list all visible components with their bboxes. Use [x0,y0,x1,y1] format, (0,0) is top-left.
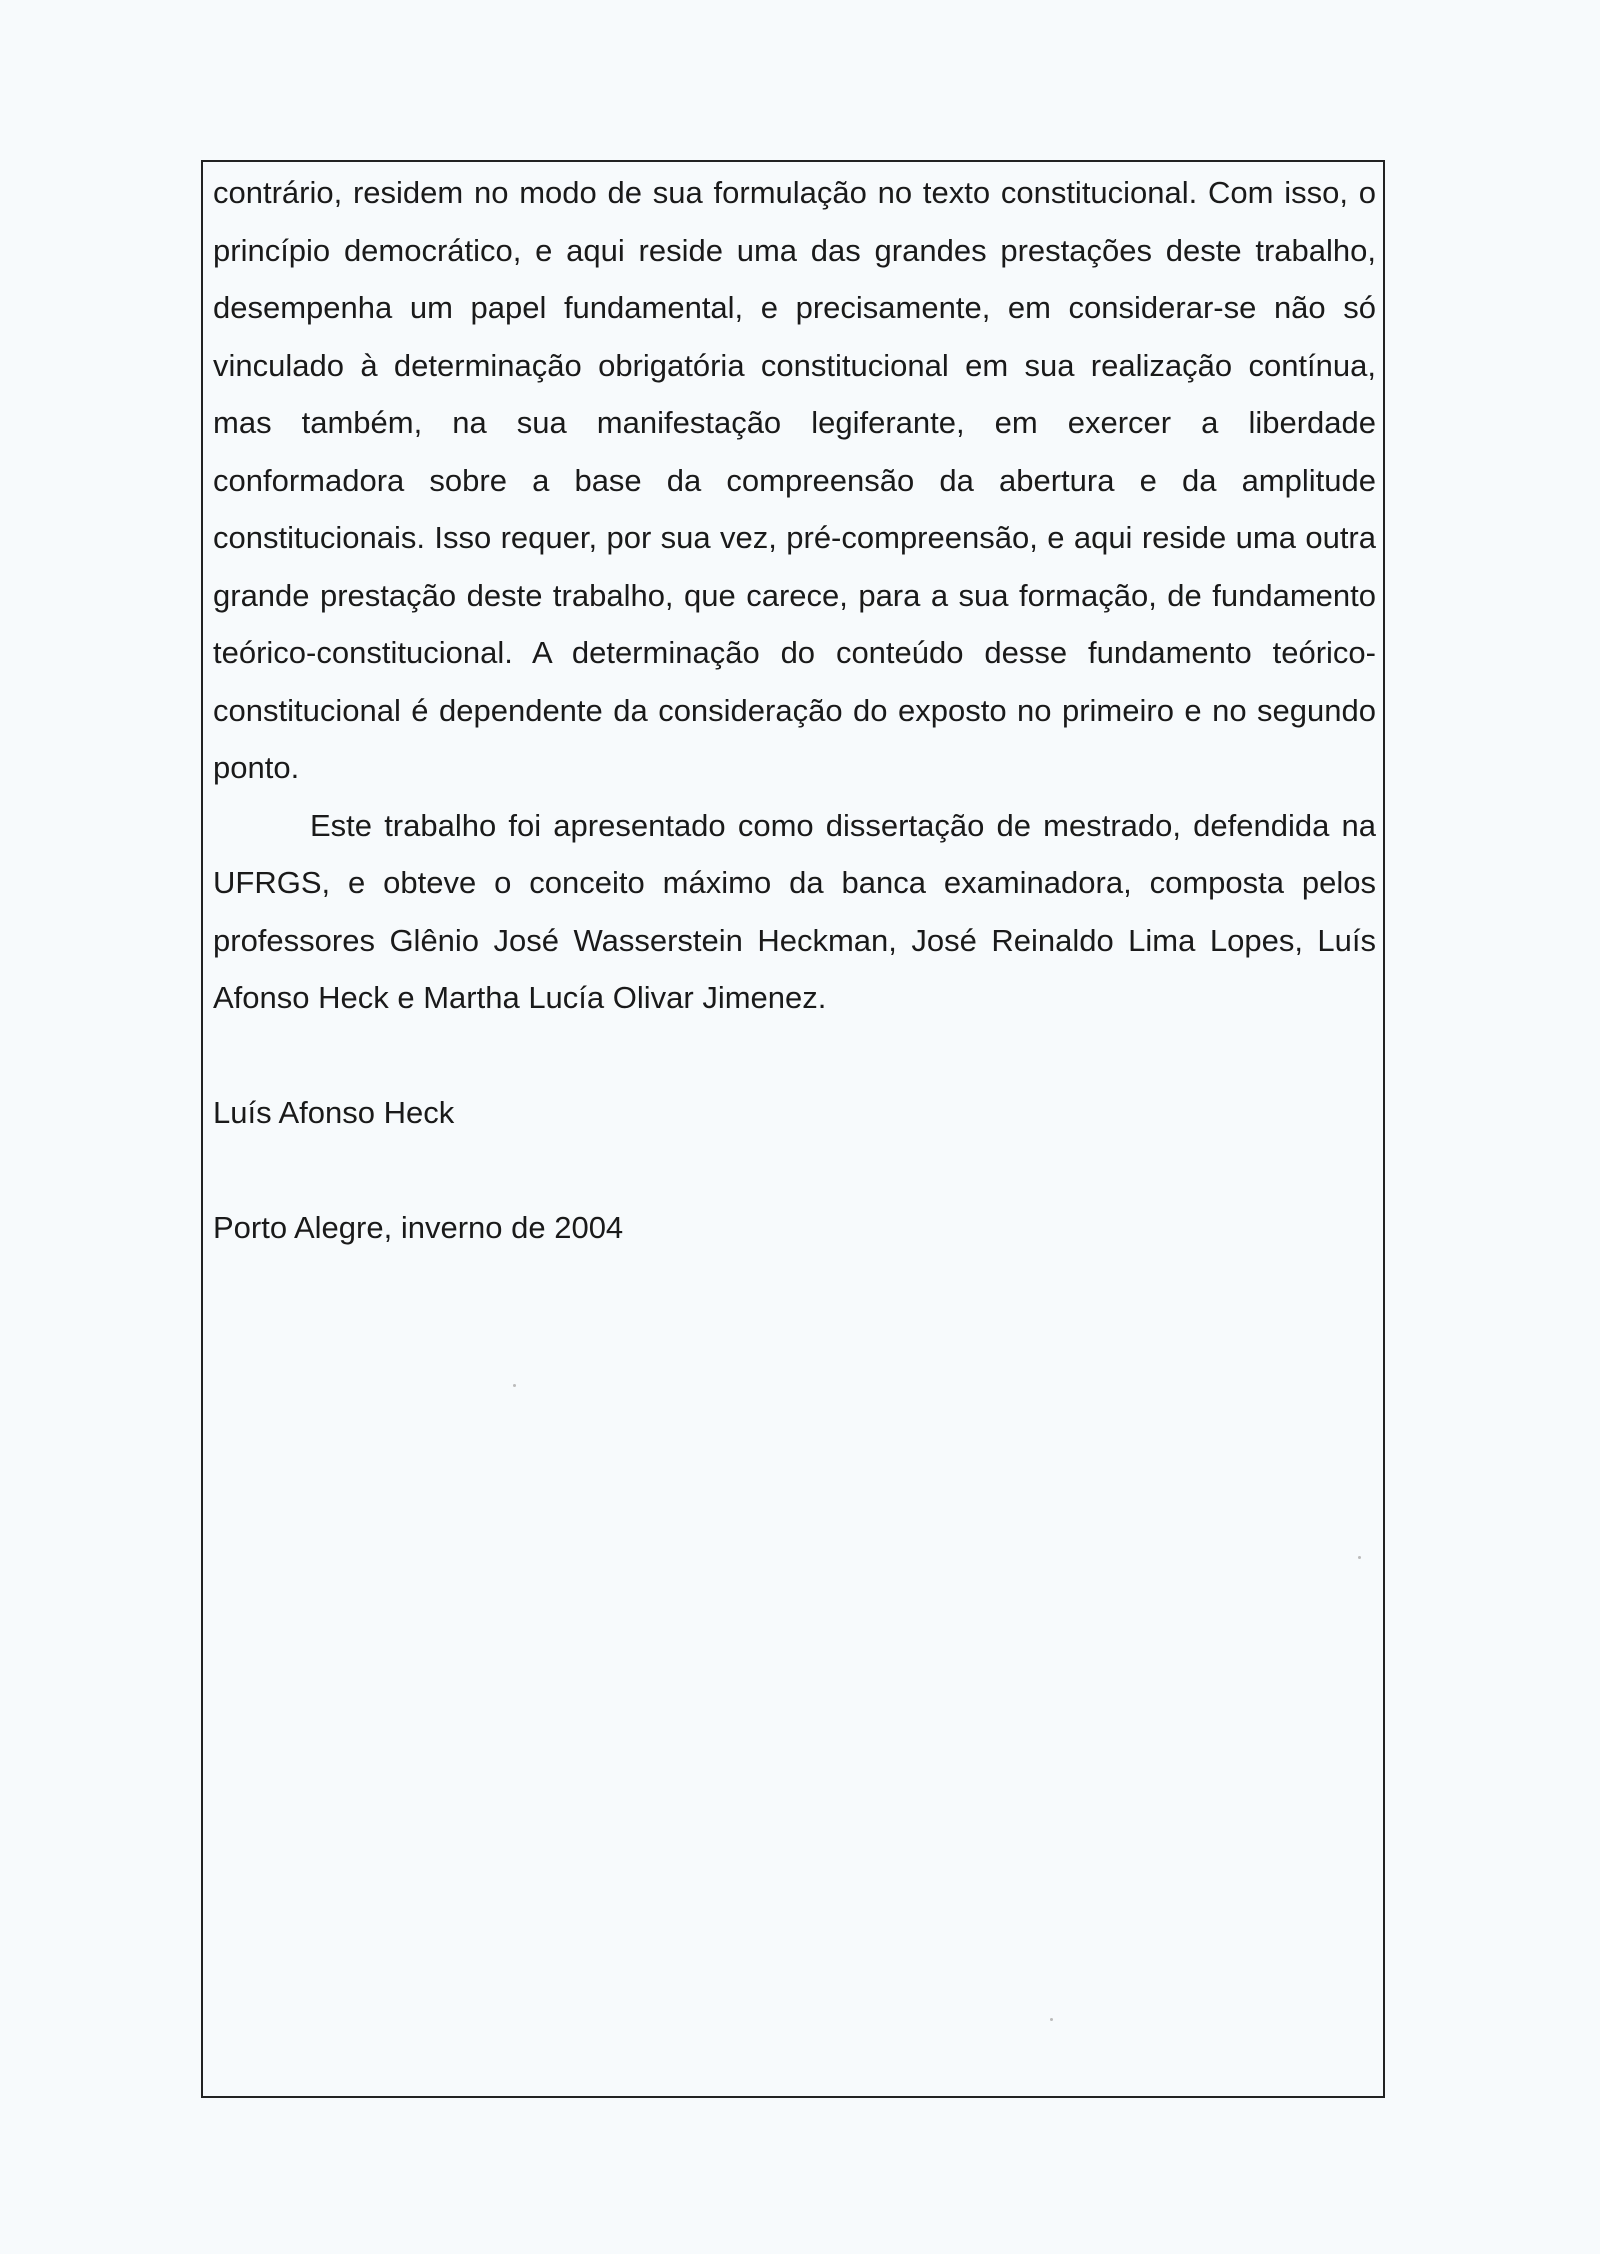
author-signature: Luís Afonso Heck [213,1095,455,1130]
scan-speck [1358,1556,1361,1559]
spacer [213,1142,1376,1200]
spacer [213,1027,1376,1085]
scan-speck [1050,2018,1053,2021]
document-body [213,164,1376,1257]
scan-speck [513,1384,516,1387]
paragraph-continuation: contrário, residem no modo de sua formulação no texto constitucional. Com isso, o princípio democrático, e aqui reside uma das grandes prestações deste trabalho, desempenha um papel fundamental, e precisamente, em considerar-se não só vinculado à determinação obrigatória constitucional em sua realização contínua, mas também, na sua manifestação legiferante, em exercer a liberdade conformadora sobre a base da compreensão da abertura e da amplitude constitucionais. Isso requer, por sua vez, pré-compreensão, e aqui reside uma outra grande prestação deste trabalho, que carece, para a sua formação, de fundamento teórico-constitucional. A determinação do conteúdo desse fundamento teórico-constitucional é dependente da consideração do exposto no primeiro e no segundo ponto. [213,175,1376,785]
paragraph-dissertation-note: Este trabalho foi apresentado como dissertação de mestrado, defendida na UFRGS, e obteve o conceito máximo da banca examinadora, composta pelos professores Glênio José Wasserstein Heckman, José Reinaldo Lima Lopes, Luís Afonso Heck e Martha Lucía Olivar Jimenez. [213,807,1376,1015]
place-and-date: Porto Alegre, inverno de 2004 [213,1210,624,1245]
